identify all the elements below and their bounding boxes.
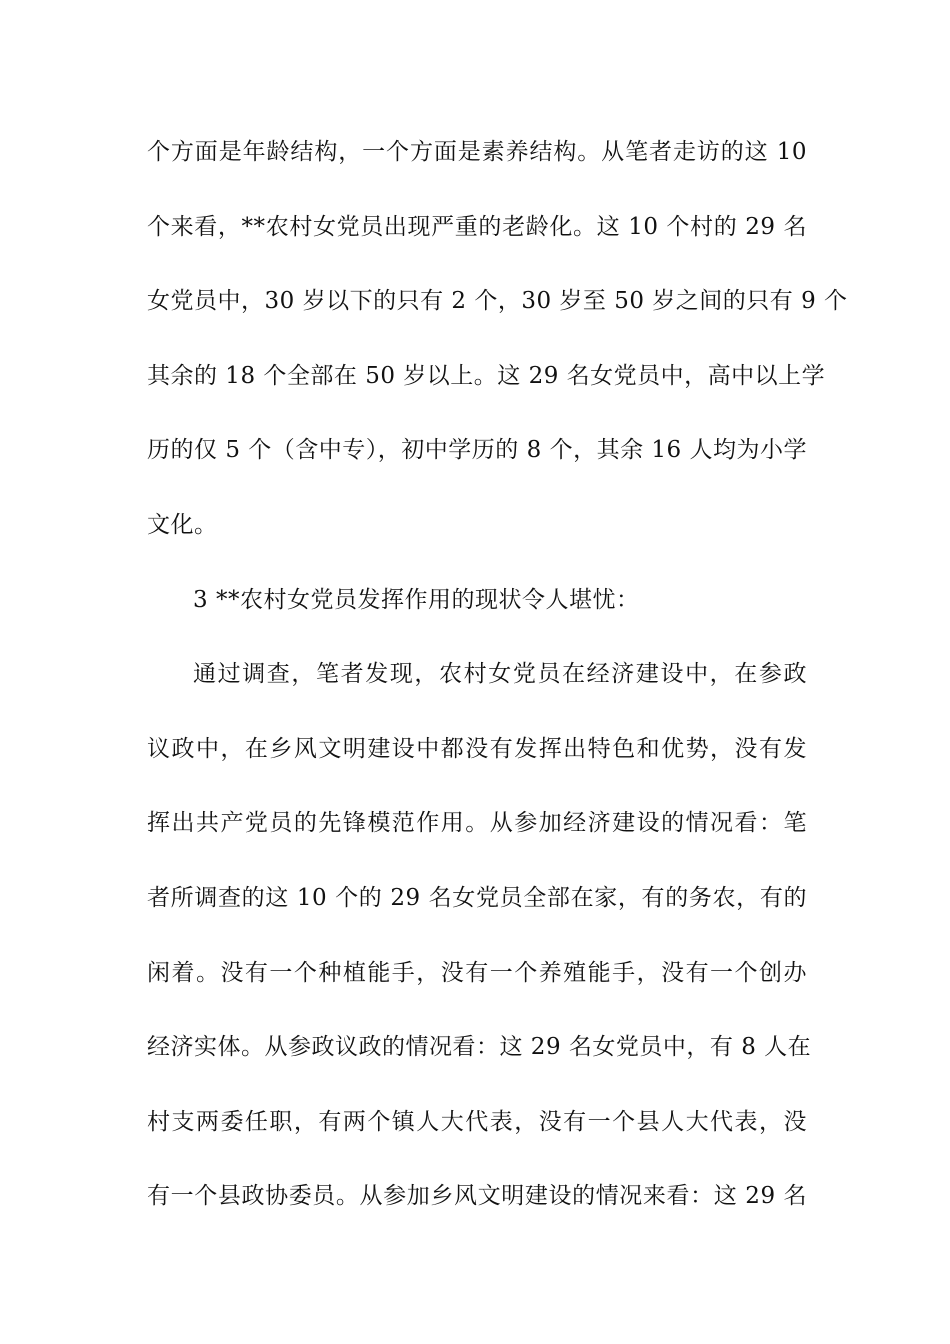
text-line: 个来看，**农村女党员出现严重的老龄化。这 10 个村的 29 名 [147, 213, 807, 240]
text-line: 议政中，在乡风文明建设中都没有发挥出特色和优势，没有发 [147, 735, 807, 762]
body-text [147, 130, 848, 1249]
text-line: 有一个县政协委员。从参加乡风文明建设的情况来看：这 29 名 [147, 1183, 807, 1210]
text-line: 女党员中，30 岁以下的只有 2 个，30 岁至 50 岁之间的只有 9 个 [147, 288, 848, 315]
text-line: 挥出共产党员的先锋模范作用。从参加经济建设的情况看：笔 [147, 810, 807, 837]
text-line: 其余的 18 个全部在 50 岁以上。这 29 名女党员中，高中以上学 [147, 362, 826, 389]
text-line: 者所调查的这 10 个的 29 名女党员全部在家，有的务农，有的 [147, 884, 807, 911]
text-line: 历的仅 5 个（含中专），初中学历的 8 个，其余 16 人均为小学 [147, 437, 807, 464]
text-line: 闲着。没有一个种植能手，没有一个养殖能手，没有一个创办 [147, 959, 807, 986]
text-line: 村支两委任职，有两个镇人大代表，没有一个县人大代表，没 [147, 1108, 807, 1135]
paragraph-first-line: 通过调查，笔者发现，农村女党员在经济建设中，在参政 [193, 661, 807, 688]
text-line: 个方面是年龄结构，一个方面是素养结构。从笔者走访的这 10 [147, 139, 807, 165]
text-line: 文化。 [147, 511, 218, 538]
section-heading: 3 **农村女党员发挥作用的现状令人堪忧： [193, 586, 640, 613]
text-line: 经济实体。从参政议政的情况看：这 29 名女党员中，有 8 人在 [147, 1034, 812, 1061]
